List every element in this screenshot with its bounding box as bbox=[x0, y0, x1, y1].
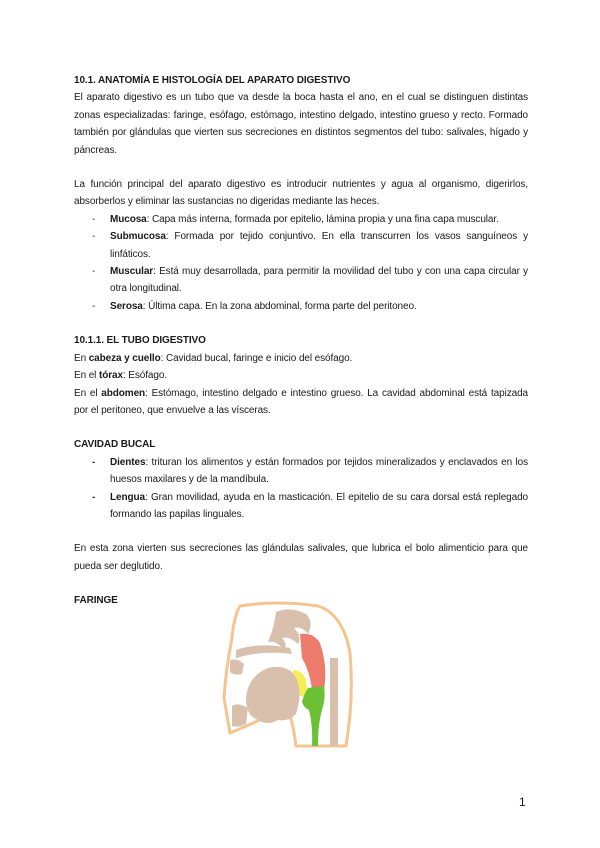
list-item: - Dientes: trituran los alimentos y están formados por tejidos mineralizados y enclavados en los huesos maxilares y de la mandíbula. bbox=[92, 456, 528, 486]
page-number: 1 bbox=[519, 795, 526, 809]
region-line-thorax: En el tórax: Esófago. bbox=[74, 370, 167, 382]
cavidad-list bbox=[74, 454, 528, 524]
closing-paragraph: En esta zona vierten sus secreciones las glándulas salivales, que lubrica el bolo alimenticio para que pueda ser deglutido. bbox=[74, 543, 528, 572]
function-paragraph: La función principal del aparato digestivo es introducir nutrientes y agua al organismo, digerirlos, absorberlos y eliminar las sustancias no digeridas mediante las heces. bbox=[74, 179, 528, 208]
intro-paragraph: El aparato digestivo es un tubo que va desde la boca hasta el ano, en el cual se distinguen distintas zonas especializadas: faringe, esófago, estómago, intestino delgado, intestino grueso y recto. Formado también por glándulas que vierten sus secreciones en distintos segmentos del tubo: salivales, hígado y páncreas. bbox=[74, 92, 528, 156]
list-item: - Lengua: Gran movilidad, ayuda en la masticación. El epitelio de su cara dorsal está replegado formando las papilas linguales. bbox=[92, 491, 528, 520]
green-region bbox=[302, 686, 325, 746]
spine bbox=[330, 658, 338, 746]
layers-list bbox=[74, 211, 528, 315]
region-line-abdomen: En el abdomen: Estómago, intestino delgado e intestino grueso. La cavidad abdominal está tapizada por el peritoneo, que envuelve a las vísceras. bbox=[74, 387, 528, 416]
region-line-head: En cabeza y cuello: Cavidad bucal, faringe e inicio del esófago. bbox=[74, 352, 353, 364]
section-heading-anatomia: 10.1. ANATOMÍA E HISTOLOGÍA DEL APARATO DIGESTIVO bbox=[74, 75, 351, 86]
section-heading-tubo: 10.1.1. EL TUBO DIGESTIVO bbox=[74, 335, 206, 347]
upper-lip bbox=[230, 660, 244, 675]
list-item: - Serosa: Última capa. En la zona abdominal, forma parte del peritoneo. bbox=[92, 300, 417, 312]
list-item: - Muscular: Está muy desarrollada, para permitir la movilidad del tubo y con una capa circular y otra longitudinal. bbox=[92, 266, 528, 295]
mandible bbox=[232, 704, 248, 726]
section-heading-cavidad: CAVIDAD BUCAL bbox=[74, 439, 156, 451]
tongue bbox=[246, 667, 300, 723]
page-content bbox=[74, 72, 528, 610]
palate bbox=[236, 645, 292, 658]
head-cross-section-illustration bbox=[218, 598, 358, 748]
list-item: - Mucosa: Capa más interna, formada por epitelio, lámina propia y una fina capa muscular. bbox=[92, 213, 499, 225]
list-item: - Submucosa: Formada por tejido conjuntivo. En ella transcurren los vasos sanguíneos y linfáticos. bbox=[92, 231, 528, 260]
section-heading-faringe: FARINGE bbox=[74, 595, 118, 607]
